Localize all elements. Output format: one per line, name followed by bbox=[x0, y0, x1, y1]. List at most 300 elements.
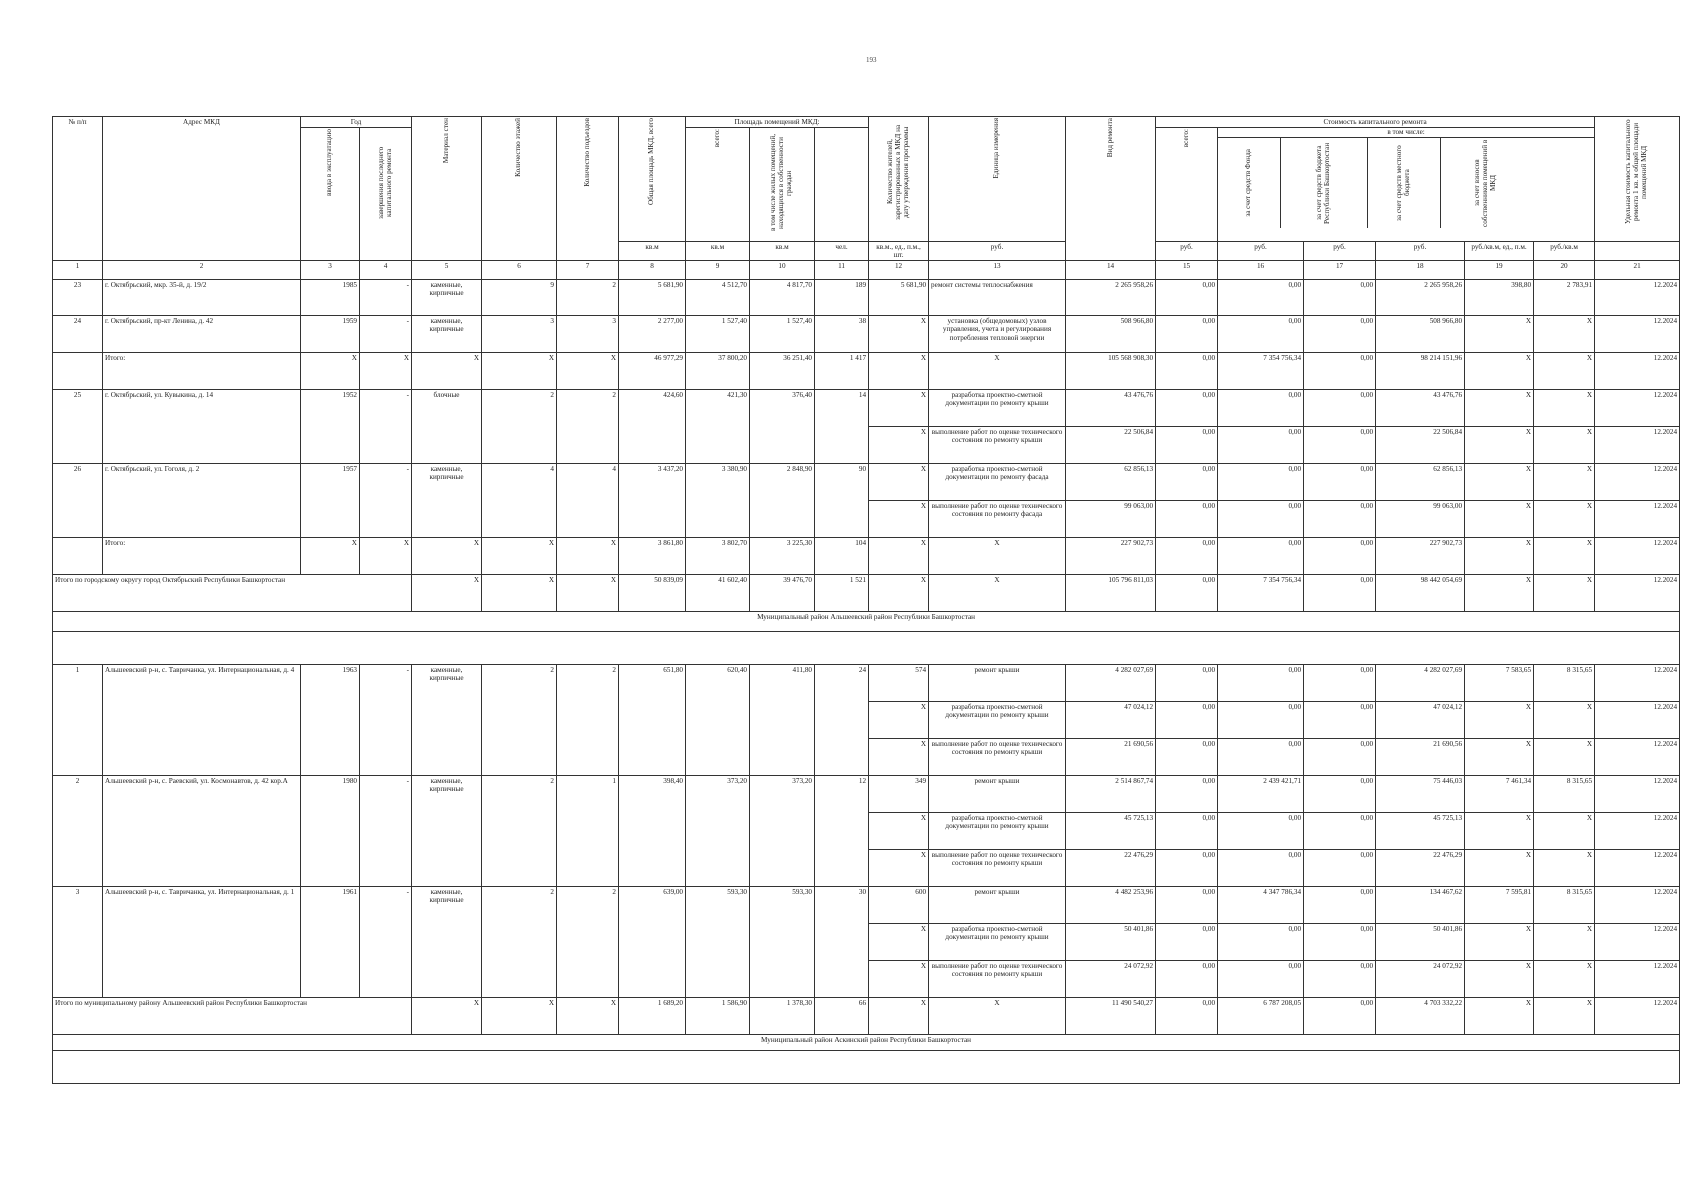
cell-specific-cost: X bbox=[1465, 316, 1534, 353]
cell-cost-fund: 0,00 bbox=[1156, 353, 1218, 390]
col-header-incl: в том числе: bbox=[1218, 128, 1594, 137]
cell-floors: 2 bbox=[482, 665, 557, 776]
cell-date: 12.2024 bbox=[1595, 961, 1680, 998]
cell-date: 12.2024 bbox=[1595, 887, 1680, 924]
col-header-incl-group bbox=[1218, 128, 1595, 241]
col-header-7: Количество подъездов bbox=[557, 117, 619, 261]
cell-floors: 2 bbox=[482, 776, 557, 887]
cell-cost-fund: 0,00 bbox=[1156, 464, 1218, 501]
col-header-10b bbox=[815, 128, 869, 241]
cell-cost-owners: 4 703 332,22 bbox=[1376, 998, 1465, 1035]
cell-no: 24 bbox=[53, 316, 103, 353]
cell-entrances: 3 bbox=[557, 316, 619, 353]
cell-specific-cost: X bbox=[1465, 924, 1534, 961]
cell-cost-rb: 0,00 bbox=[1218, 501, 1304, 538]
cell-cost-owners: 43 476,76 bbox=[1376, 390, 1465, 427]
cell-work-type: ремонт крыши bbox=[929, 887, 1066, 924]
cell-cost-fund: 0,00 bbox=[1156, 739, 1218, 776]
cell-cost-fund: 0,00 bbox=[1156, 961, 1218, 998]
cell-cost-fund: 0,00 bbox=[1156, 427, 1218, 464]
column-number-row bbox=[53, 261, 1680, 280]
cell-unit: 600 bbox=[869, 887, 929, 924]
cell-residents: 24 bbox=[815, 665, 869, 776]
cell-work-type: ремонт крыши bbox=[929, 776, 1066, 813]
cell-material: каменные, кирпичные bbox=[412, 776, 482, 887]
cell-area-all: 1 586,90 bbox=[686, 998, 750, 1035]
cell-specific-cost: 7 461,34 bbox=[1465, 776, 1534, 813]
cell-work-type: разработка проектно-сметной документации по ремонту фасада bbox=[929, 464, 1066, 501]
cell-residents: 14 bbox=[815, 390, 869, 464]
col-header-16: за счет средств бюджета Республики Башкортостан bbox=[1281, 138, 1368, 228]
cell-label: Итого по городскому округу город Октябрьский Республики Башкортостан bbox=[53, 575, 412, 612]
cell-residents: 1 521 bbox=[815, 575, 869, 612]
cell-cost-rb: 0,00 bbox=[1218, 316, 1304, 353]
cell-cost-mb: 0,00 bbox=[1304, 501, 1376, 538]
cell-area-residential: 39 476,70 bbox=[750, 575, 815, 612]
cell-unit: X bbox=[869, 813, 929, 850]
cell-cost-fund: 0,00 bbox=[1156, 776, 1218, 813]
cell-cost-total: 50 401,86 bbox=[1066, 924, 1156, 961]
section-header-row bbox=[53, 612, 1680, 632]
cell-cost-total: 227 902,73 bbox=[1066, 538, 1156, 575]
cell-cost-owners: 508 966,80 bbox=[1376, 316, 1465, 353]
spacer-cell bbox=[53, 632, 1680, 665]
cell-cost-owners: 98 442 054,69 bbox=[1376, 575, 1465, 612]
cell-cost-total: 62 856,13 bbox=[1066, 464, 1156, 501]
cell-work-type: разработка проектно-сметной документации по ремонту крыши bbox=[929, 390, 1066, 427]
col-header-17: за счет средств местного бюджета bbox=[1368, 138, 1441, 228]
capital-repair-register-table bbox=[52, 116, 1680, 1084]
cell-cost-mb: 0,00 bbox=[1304, 702, 1376, 739]
cell-specific-cost: X bbox=[1465, 427, 1534, 464]
col-num: 8 bbox=[619, 261, 686, 280]
cell-limit-cost: X bbox=[1534, 501, 1595, 538]
cell-limit-cost: X bbox=[1534, 850, 1595, 887]
table-row bbox=[53, 464, 1680, 501]
cell-cost-mb: 0,00 bbox=[1304, 316, 1376, 353]
cell-floors: 3 bbox=[482, 316, 557, 353]
cell-address: г. Октябрьский, мкр. 35-й, д. 19/2 bbox=[103, 280, 301, 316]
cell-limit-cost: X bbox=[1534, 813, 1595, 850]
col-num: 6 bbox=[482, 261, 557, 280]
cell-total-area: 46 977,29 bbox=[619, 353, 686, 390]
cell-material: X bbox=[412, 353, 482, 390]
cell-unit: 5 681,90 bbox=[869, 280, 929, 316]
cell-cost-fund: 0,00 bbox=[1156, 501, 1218, 538]
cell-address: Альшеевский р-н, с. Раевский, ул. Космонавтов, д. 42 кор.А bbox=[103, 776, 301, 887]
cell-year: 1980 bbox=[301, 776, 360, 887]
cell-cost-mb: 0,00 bbox=[1304, 998, 1376, 1035]
cell-specific-cost: X bbox=[1465, 353, 1534, 390]
table-row bbox=[53, 887, 1680, 924]
cell-specific-cost: X bbox=[1465, 850, 1534, 887]
cell-unit: X bbox=[869, 575, 929, 612]
cell-cost-total: 105 796 811,03 bbox=[1066, 575, 1156, 612]
table-row bbox=[53, 665, 1680, 702]
cell-no: 25 bbox=[53, 390, 103, 464]
cell-cost-fund: 0,00 bbox=[1156, 665, 1218, 702]
cell-cost-mb: 0,00 bbox=[1304, 924, 1376, 961]
cell-cost-owners: 62 856,13 bbox=[1376, 464, 1465, 501]
cell-unit: X bbox=[869, 998, 929, 1035]
cell-entrances: 4 bbox=[557, 464, 619, 538]
cell-area-residential: 36 251,40 bbox=[750, 353, 815, 390]
cell-cost-rb: 0,00 bbox=[1218, 961, 1304, 998]
cell-date: 12.2024 bbox=[1595, 427, 1680, 464]
cell-no: 2 bbox=[53, 776, 103, 887]
cell-entrances: X bbox=[557, 998, 619, 1035]
cell-limit-cost: X bbox=[1534, 702, 1595, 739]
cell-total-area: 424,60 bbox=[619, 390, 686, 464]
cell-label: Итого: bbox=[103, 353, 301, 390]
cell-residents: 30 bbox=[815, 887, 869, 998]
cell-cost-fund: 0,00 bbox=[1156, 850, 1218, 887]
subtotal-row bbox=[53, 538, 1680, 575]
cell-cost-fund: 0,00 bbox=[1156, 702, 1218, 739]
cell-residents: 104 bbox=[815, 538, 869, 575]
col-num: 14 bbox=[1066, 261, 1156, 280]
cell-area-residential: 411,80 bbox=[750, 665, 815, 776]
col-num: 4 bbox=[360, 261, 412, 280]
cell-limit-cost: X bbox=[1534, 316, 1595, 353]
cell-limit-cost: X bbox=[1534, 538, 1595, 575]
col-num: 21 bbox=[1595, 261, 1680, 280]
cell-cost-mb: 0,00 bbox=[1304, 280, 1376, 316]
cell-cost-rb: 6 787 208,05 bbox=[1218, 998, 1304, 1035]
cell-cost-owners: 50 401,86 bbox=[1376, 924, 1465, 961]
cell-cost-mb: 0,00 bbox=[1304, 538, 1376, 575]
cell-cost-total: 2 514 867,74 bbox=[1066, 776, 1156, 813]
cell-unit: X bbox=[869, 427, 929, 464]
page-number: 193 bbox=[866, 56, 877, 64]
cell-area-all: 1 527,40 bbox=[686, 316, 750, 353]
cell-total-area: 639,00 bbox=[619, 887, 686, 998]
cell-unit: 349 bbox=[869, 776, 929, 813]
cell-material: каменные, кирпичные bbox=[412, 280, 482, 316]
cell-limit-cost: 8 315,65 bbox=[1534, 887, 1595, 924]
cell-area-all: 620,40 bbox=[686, 665, 750, 776]
cell-last-repair: - bbox=[360, 887, 412, 998]
cell-cost-rb: 0,00 bbox=[1218, 813, 1304, 850]
cell-floors: X bbox=[482, 998, 557, 1035]
cell-cost-mb: 0,00 bbox=[1304, 961, 1376, 998]
cell-work-type: разработка проектно-сметной документации по ремонту крыши bbox=[929, 924, 1066, 961]
cell-cost-total: 22 476,29 bbox=[1066, 850, 1156, 887]
cell-cost-total: 24 072,92 bbox=[1066, 961, 1156, 998]
cell-cost-owners: 2 265 958,26 bbox=[1376, 280, 1465, 316]
unit-14: руб. bbox=[929, 241, 1066, 261]
cell-cost-fund: 0,00 bbox=[1156, 316, 1218, 353]
col-header-11: Количество жителей, зарегистрированных в МКД на дату утверждения программы bbox=[869, 117, 929, 242]
spacer-row bbox=[53, 632, 1680, 665]
cell-cost-rb: 0,00 bbox=[1218, 390, 1304, 427]
cell-area-residential: 3 225,30 bbox=[750, 538, 815, 575]
cell-cost-mb: 0,00 bbox=[1304, 464, 1376, 501]
cell-area-residential: 1 378,30 bbox=[750, 998, 815, 1035]
cell-cost-rb: 4 347 786,34 bbox=[1218, 887, 1304, 924]
cell-total-area: 2 277,00 bbox=[619, 316, 686, 353]
cell-year: X bbox=[301, 538, 360, 575]
unit-10: кв.м bbox=[750, 241, 815, 261]
cell-date: 12.2024 bbox=[1595, 998, 1680, 1035]
col-header-1: № п/п bbox=[53, 117, 103, 261]
cell-label: Итого: bbox=[103, 538, 301, 575]
cell-work-type: установка (общедомовых) узлов управления, учета и регулирования потребления тепловой энергии bbox=[929, 316, 1066, 353]
cell-area-all: 41 602,40 bbox=[686, 575, 750, 612]
subtotal-row bbox=[53, 353, 1680, 390]
cell-residents: 90 bbox=[815, 464, 869, 538]
unit-16: руб. bbox=[1218, 241, 1304, 261]
cell-unit: X bbox=[869, 501, 929, 538]
total-row bbox=[53, 575, 1680, 612]
cell-area-all: 421,30 bbox=[686, 390, 750, 464]
col-num: 10 bbox=[750, 261, 815, 280]
cell-cost-fund: 0,00 bbox=[1156, 575, 1218, 612]
cell-cost-rb: 0,00 bbox=[1218, 702, 1304, 739]
col-num: 18 bbox=[1376, 261, 1465, 280]
cell-cost-fund: 0,00 bbox=[1156, 998, 1218, 1035]
col-num: 13 bbox=[929, 261, 1066, 280]
cell-specific-cost: X bbox=[1465, 575, 1534, 612]
col-header-19: Удельная стоимость капитального ремонта 1 кв. м общей площади помещений МКД bbox=[1595, 117, 1680, 242]
cell-unit: X bbox=[869, 739, 929, 776]
cell-cost-total: 45 725,13 bbox=[1066, 813, 1156, 850]
cell-total-area: 5 681,90 bbox=[619, 280, 686, 316]
cell-cost-total: 43 476,76 bbox=[1066, 390, 1156, 427]
cell-floors: X bbox=[482, 575, 557, 612]
cell-work-type: ремонт системы теплоснабжения bbox=[929, 280, 1066, 316]
cell-residents: 12 bbox=[815, 776, 869, 887]
col-num: 20 bbox=[1534, 261, 1595, 280]
cell-unit: X bbox=[869, 390, 929, 427]
cell-cost-total: 99 063,00 bbox=[1066, 501, 1156, 538]
cell-area-all: 37 800,20 bbox=[686, 353, 750, 390]
cell-limit-cost: X bbox=[1534, 353, 1595, 390]
cell-work-type: выполнение работ по оценке технического состояния по ремонту фасада bbox=[929, 501, 1066, 538]
cell-total-area: 1 689,20 bbox=[619, 998, 686, 1035]
cell-cost-rb: 7 354 756,34 bbox=[1218, 575, 1304, 612]
cell-material: каменные, кирпичные bbox=[412, 665, 482, 776]
cell-work-type: ремонт крыши bbox=[929, 665, 1066, 702]
cell-limit-cost: X bbox=[1534, 464, 1595, 501]
cell-cost-owners: 4 282 027,69 bbox=[1376, 665, 1465, 702]
cell-specific-cost: X bbox=[1465, 501, 1534, 538]
cell-date: 12.2024 bbox=[1595, 850, 1680, 887]
cell-area-all: 593,30 bbox=[686, 887, 750, 998]
cell-area-all: 3 802,70 bbox=[686, 538, 750, 575]
cell-limit-cost: 2 783,91 bbox=[1534, 280, 1595, 316]
col-header-12: Единица измерения bbox=[929, 117, 1066, 242]
unit-15: руб. bbox=[1156, 241, 1218, 261]
cell-cost-owners: 45 725,13 bbox=[1376, 813, 1465, 850]
cell-work-type: X bbox=[929, 538, 1066, 575]
cell-unit: X bbox=[869, 924, 929, 961]
col-num: 5 bbox=[412, 261, 482, 280]
cell-cost-mb: 0,00 bbox=[1304, 427, 1376, 464]
cell-floors: X bbox=[482, 538, 557, 575]
cell-date: 12.2024 bbox=[1595, 390, 1680, 427]
cell-cost-rb: 7 354 756,34 bbox=[1218, 353, 1304, 390]
spacer-row bbox=[53, 1051, 1680, 1084]
cell-year: 1952 bbox=[301, 390, 360, 464]
cell-cost-mb: 0,00 bbox=[1304, 850, 1376, 887]
col-header-10: в том числе жилых помещений, находящихся в собственности граждан bbox=[750, 128, 815, 241]
cell-residents: 38 bbox=[815, 316, 869, 353]
unit-20: руб./кв.м bbox=[1534, 241, 1595, 261]
cell-no: 26 bbox=[53, 464, 103, 538]
cell-unit: 574 bbox=[869, 665, 929, 702]
cell-no: 1 bbox=[53, 665, 103, 776]
cell-cost-rb: 0,00 bbox=[1218, 464, 1304, 501]
cell-total-area: 651,80 bbox=[619, 665, 686, 776]
cell-cost-mb: 0,00 bbox=[1304, 575, 1376, 612]
cell-last-repair: X bbox=[360, 353, 412, 390]
cell-cost-total: 2 265 958,26 bbox=[1066, 280, 1156, 316]
cell-date: 12.2024 bbox=[1595, 665, 1680, 702]
cell-limit-cost: X bbox=[1534, 998, 1595, 1035]
col-header-15: за счет средств Фонда bbox=[1218, 138, 1281, 228]
cell-limit-cost: X bbox=[1534, 924, 1595, 961]
table-row bbox=[53, 280, 1680, 316]
cell-entrances: 1 bbox=[557, 776, 619, 887]
cell-material: X bbox=[412, 575, 482, 612]
cell-address: г. Октябрьский, ул. Кувыкина, д. 14 bbox=[103, 390, 301, 464]
cell-material: X bbox=[412, 538, 482, 575]
col-num: 16 bbox=[1218, 261, 1304, 280]
col-header-5: Материал стен bbox=[412, 117, 482, 261]
col-header-14: всего: bbox=[1156, 128, 1218, 241]
cell-limit-cost: X bbox=[1534, 427, 1595, 464]
cell-address: Альшеевский р-н, с. Тавричанка, ул. Интернациональная, д. 4 bbox=[103, 665, 301, 776]
total-row bbox=[53, 998, 1680, 1035]
cell-cost-owners: 99 063,00 bbox=[1376, 501, 1465, 538]
cell-last-repair: X bbox=[360, 538, 412, 575]
cell-material: каменные, кирпичные bbox=[412, 887, 482, 998]
cell-last-repair: - bbox=[360, 464, 412, 538]
cell-date: 12.2024 bbox=[1595, 538, 1680, 575]
col-header-2: Адрес МКД bbox=[103, 117, 301, 261]
col-num: 12 bbox=[869, 261, 929, 280]
cell-specific-cost: 398,80 bbox=[1465, 280, 1534, 316]
cell-floors: X bbox=[482, 353, 557, 390]
cell-material: каменные, кирпичные bbox=[412, 316, 482, 353]
cell-area-residential: 1 527,40 bbox=[750, 316, 815, 353]
spacer-cell bbox=[53, 1051, 1680, 1084]
cell-cost-mb: 0,00 bbox=[1304, 776, 1376, 813]
cell-unit: X bbox=[869, 850, 929, 887]
cell-cost-total: 47 024,12 bbox=[1066, 702, 1156, 739]
cell-date: 12.2024 bbox=[1595, 353, 1680, 390]
cell-limit-cost: 8 315,65 bbox=[1534, 776, 1595, 813]
col-num: 9 bbox=[686, 261, 750, 280]
cell-area-all: 3 380,90 bbox=[686, 464, 750, 538]
unit-18: руб. bbox=[1376, 241, 1465, 261]
cell-work-type: выполнение работ по оценке технического состояния по ремонту крыши bbox=[929, 739, 1066, 776]
cell-no: 23 bbox=[53, 280, 103, 316]
col-num: 15 bbox=[1156, 261, 1218, 280]
cell-entrances: X bbox=[557, 538, 619, 575]
cell-year: 1963 bbox=[301, 665, 360, 776]
cell-last-repair: - bbox=[360, 390, 412, 464]
section-title: Муниципальный район Аскинский район Республики Башкортостан bbox=[53, 1035, 1680, 1051]
section-title: Муниципальный район Альшеевский район Республики Башкортостан bbox=[53, 612, 1680, 632]
cell-date: 12.2024 bbox=[1595, 702, 1680, 739]
cell-cost-owners: 47 024,12 bbox=[1376, 702, 1465, 739]
cell-floors: 9 bbox=[482, 280, 557, 316]
cell-year: 1959 bbox=[301, 316, 360, 353]
cell-no bbox=[53, 353, 103, 390]
header-row-top bbox=[53, 117, 1680, 128]
cell-floors: 2 bbox=[482, 390, 557, 464]
cell-specific-cost: X bbox=[1465, 538, 1534, 575]
cell-entrances: X bbox=[557, 353, 619, 390]
cell-area-all: 4 512,70 bbox=[686, 280, 750, 316]
cell-work-type: X bbox=[929, 998, 1066, 1035]
cell-unit: X bbox=[869, 316, 929, 353]
col-num: 19 bbox=[1465, 261, 1534, 280]
cell-cost-owners: 227 902,73 bbox=[1376, 538, 1465, 575]
cell-work-type: X bbox=[929, 575, 1066, 612]
cell-date: 12.2024 bbox=[1595, 739, 1680, 776]
cell-specific-cost: 7 583,65 bbox=[1465, 665, 1534, 702]
cell-residents: 189 bbox=[815, 280, 869, 316]
cell-work-type: разработка проектно-сметной документации по ремонту крыши bbox=[929, 813, 1066, 850]
cell-limit-cost: X bbox=[1534, 575, 1595, 612]
cell-address: г. Октябрьский, ул. Гоголя, д. 2 bbox=[103, 464, 301, 538]
col-header-9: всего: bbox=[686, 128, 750, 241]
cell-date: 12.2024 bbox=[1595, 776, 1680, 813]
cell-cost-total: 11 490 540,27 bbox=[1066, 998, 1156, 1035]
cell-last-repair: - bbox=[360, 280, 412, 316]
col-header-6: Количество этажей bbox=[482, 117, 557, 261]
cell-cost-owners: 75 446,03 bbox=[1376, 776, 1465, 813]
cell-date: 12.2024 bbox=[1595, 813, 1680, 850]
cell-cost-fund: 0,00 bbox=[1156, 390, 1218, 427]
cell-date: 12.2024 bbox=[1595, 924, 1680, 961]
cell-year: 1985 bbox=[301, 280, 360, 316]
cell-cost-rb: 0,00 bbox=[1218, 538, 1304, 575]
cell-work-type: X bbox=[929, 353, 1066, 390]
cell-entrances: 2 bbox=[557, 665, 619, 776]
col-num: 1 bbox=[53, 261, 103, 280]
cell-cost-mb: 0,00 bbox=[1304, 353, 1376, 390]
cell-cost-total: 22 506,84 bbox=[1066, 427, 1156, 464]
cell-material: блочные bbox=[412, 390, 482, 464]
cell-unit: X bbox=[869, 538, 929, 575]
cell-date: 12.2024 bbox=[1595, 464, 1680, 501]
cell-cost-rb: 0,00 bbox=[1218, 924, 1304, 961]
cell-cost-owners: 22 506,84 bbox=[1376, 427, 1465, 464]
col-num: 7 bbox=[557, 261, 619, 280]
cell-cost-total: 105 568 908,30 bbox=[1066, 353, 1156, 390]
cell-cost-total: 4 282 027,69 bbox=[1066, 665, 1156, 702]
cell-unit: X bbox=[869, 353, 929, 390]
cell-date: 12.2024 bbox=[1595, 280, 1680, 316]
cell-work-type: выполнение работ по оценке технического состояния по ремонту крыши bbox=[929, 961, 1066, 998]
cell-area-residential: 373,20 bbox=[750, 776, 815, 887]
cell-area-all: 373,20 bbox=[686, 776, 750, 887]
cell-work-type: разработка проектно-сметной документации по ремонту крыши bbox=[929, 702, 1066, 739]
cell-cost-owners: 22 476,29 bbox=[1376, 850, 1465, 887]
unit-19: руб./кв.м, ед., п.м. bbox=[1465, 241, 1534, 261]
cell-specific-cost: X bbox=[1465, 998, 1534, 1035]
cell-cost-mb: 0,00 bbox=[1304, 813, 1376, 850]
section-header-row bbox=[53, 1035, 1680, 1051]
cell-cost-owners: 21 690,56 bbox=[1376, 739, 1465, 776]
cell-cost-rb: 0,00 bbox=[1218, 427, 1304, 464]
cell-year: X bbox=[301, 353, 360, 390]
cell-total-area: 3 861,80 bbox=[619, 538, 686, 575]
